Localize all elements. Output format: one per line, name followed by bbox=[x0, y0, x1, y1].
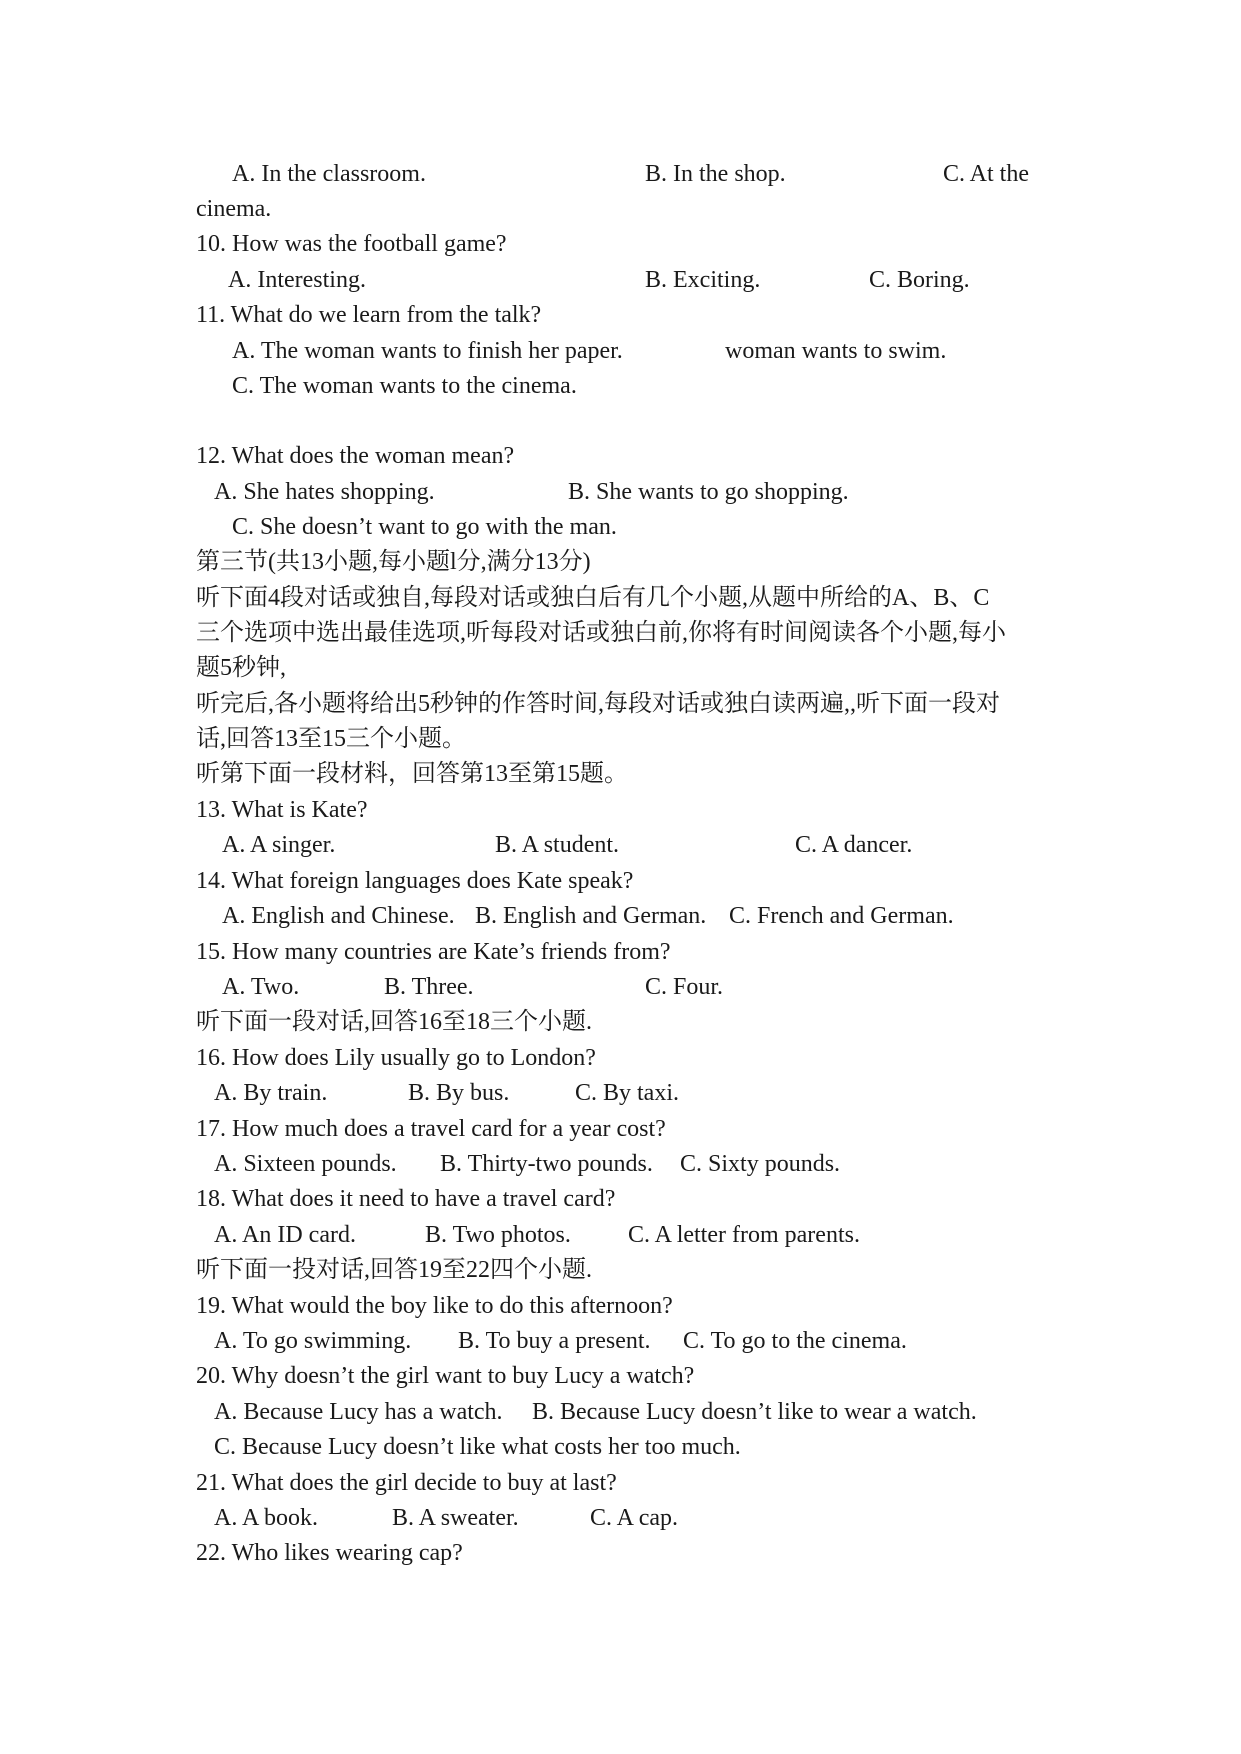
q12-question: 12. What does the woman mean? bbox=[196, 443, 515, 469]
q17-question: 17. How much does a travel card for a year cost? bbox=[196, 1116, 666, 1142]
q13-option-c: C. A dancer. bbox=[795, 832, 913, 858]
q15-option-c: C. Four. bbox=[645, 974, 724, 1000]
q16-question: 16. How does Lily usually go to London? bbox=[196, 1045, 596, 1071]
q12-option-a: A. She hates shopping. bbox=[214, 479, 435, 505]
q20-option-a: A. Because Lucy has a watch. bbox=[214, 1399, 503, 1425]
q12-option-c: C. She doesn’t want to go with the man. bbox=[232, 514, 617, 540]
q9-option-a: A. In the classroom. bbox=[232, 161, 426, 187]
q16-option-c: C. By taxi. bbox=[575, 1080, 680, 1106]
q15-question: 15. How many countries are Kate’s friends from? bbox=[196, 939, 671, 965]
section3-heading: 第三节(共13小题,每小题l分,满分13分) bbox=[196, 549, 591, 575]
q21-option-a: A. A book. bbox=[214, 1505, 319, 1531]
q18-option-c: C. A letter from parents. bbox=[628, 1222, 860, 1248]
q11-option-a: A. The woman wants to finish her paper. bbox=[232, 338, 623, 364]
q13-option-b: B. A student. bbox=[495, 832, 620, 858]
q17-option-b: B. Thirty-two pounds. bbox=[440, 1151, 653, 1177]
q13-option-a: A. A singer. bbox=[222, 832, 336, 858]
q20-option-b: B. Because Lucy doesn’t like to wear a watch. bbox=[532, 1399, 977, 1425]
q10-option-b: B. Exciting. bbox=[645, 267, 761, 293]
q17-option-c: C. Sixty pounds. bbox=[680, 1151, 841, 1177]
q20-question: 20. Why doesn’t the girl want to buy Lucy a watch? bbox=[196, 1363, 695, 1389]
q13-question: 13. What is Kate? bbox=[196, 797, 368, 823]
q18-question: 18. What does it need to have a travel card? bbox=[196, 1186, 616, 1212]
q15-option-a: A. Two. bbox=[222, 974, 300, 1000]
q21-question: 21. What does the girl decide to buy at last? bbox=[196, 1470, 617, 1496]
q19-question: 19. What would the boy like to do this afternoon? bbox=[196, 1293, 673, 1319]
section3-instruction-line-1: 听下面4段对话或独自,每段对话或独白后有几个小题,从题中所给的A、B、C bbox=[196, 585, 990, 611]
q18-option-a: A. An ID card. bbox=[214, 1222, 356, 1248]
q20-option-c: C. Because Lucy doesn’t like what costs her too much. bbox=[214, 1434, 741, 1460]
q12-option-b: B. She wants to go shopping. bbox=[568, 479, 849, 505]
q15-option-b: B. Three. bbox=[384, 974, 474, 1000]
q21-option-b: B. A sweater. bbox=[392, 1505, 519, 1531]
q19-option-b: B. To buy a present. bbox=[458, 1328, 651, 1354]
q17-option-a: A. Sixteen pounds. bbox=[214, 1151, 397, 1177]
q11-option-c: C. The woman wants to the cinema. bbox=[232, 373, 577, 399]
q10-option-c: C. Boring. bbox=[869, 267, 970, 293]
q18-option-b: B. Two photos. bbox=[425, 1222, 571, 1248]
section3-instruction-line-3: 题5秒钟, bbox=[196, 655, 286, 681]
q11-option-b: woman wants to swim. bbox=[725, 338, 947, 364]
instruction-19-22: 听下面一投对话,回答19至22四个小题. bbox=[196, 1257, 592, 1283]
q16-option-a: A. By train. bbox=[214, 1080, 328, 1106]
q14-option-b: B. English and German. bbox=[475, 903, 707, 929]
q19-option-c: C. To go to the cinema. bbox=[683, 1328, 907, 1354]
q19-option-a: A. To go swimming. bbox=[214, 1328, 412, 1354]
q22-question: 22. Who likes wearing cap? bbox=[196, 1540, 463, 1566]
q16-option-b: B. By bus. bbox=[408, 1080, 510, 1106]
section3-instruction-line-2: 三个选项中选出最佳选项,听每段对话或独白前,你将有时间阅读各个小题,每小 bbox=[196, 620, 1006, 646]
q9-option-c: C. At the bbox=[943, 161, 1030, 187]
instruction-16-18: 听下面一段对话,回答16至18三个小题. bbox=[196, 1009, 592, 1035]
section3-instruction-line-5: 话,回答13至15三个小题。 bbox=[196, 726, 466, 752]
q21-option-c: C. A cap. bbox=[590, 1505, 678, 1531]
q14-option-a: A. English and Chinese. bbox=[222, 903, 455, 929]
q10-question: 10. How was the football game? bbox=[196, 231, 507, 257]
q9-option-c-continued: cinema. bbox=[196, 196, 272, 222]
section3-instruction-line-4: 听完后,各小题将给出5秒钟的作答时间,每段对话或独白读两遍,,听下面一段对 bbox=[196, 691, 1000, 717]
q14-option-c: C. French and German. bbox=[729, 903, 954, 929]
q11-question: 11. What do we learn from the talk? bbox=[196, 302, 542, 328]
q14-question: 14. What foreign languages does Kate speak? bbox=[196, 868, 634, 894]
q10-option-a: A. Interesting. bbox=[228, 267, 366, 293]
section3-instruction-line-6: 听第下面一段材料，回答第13至第15题。 bbox=[196, 761, 628, 787]
q9-option-b: B. In the shop. bbox=[645, 161, 786, 187]
